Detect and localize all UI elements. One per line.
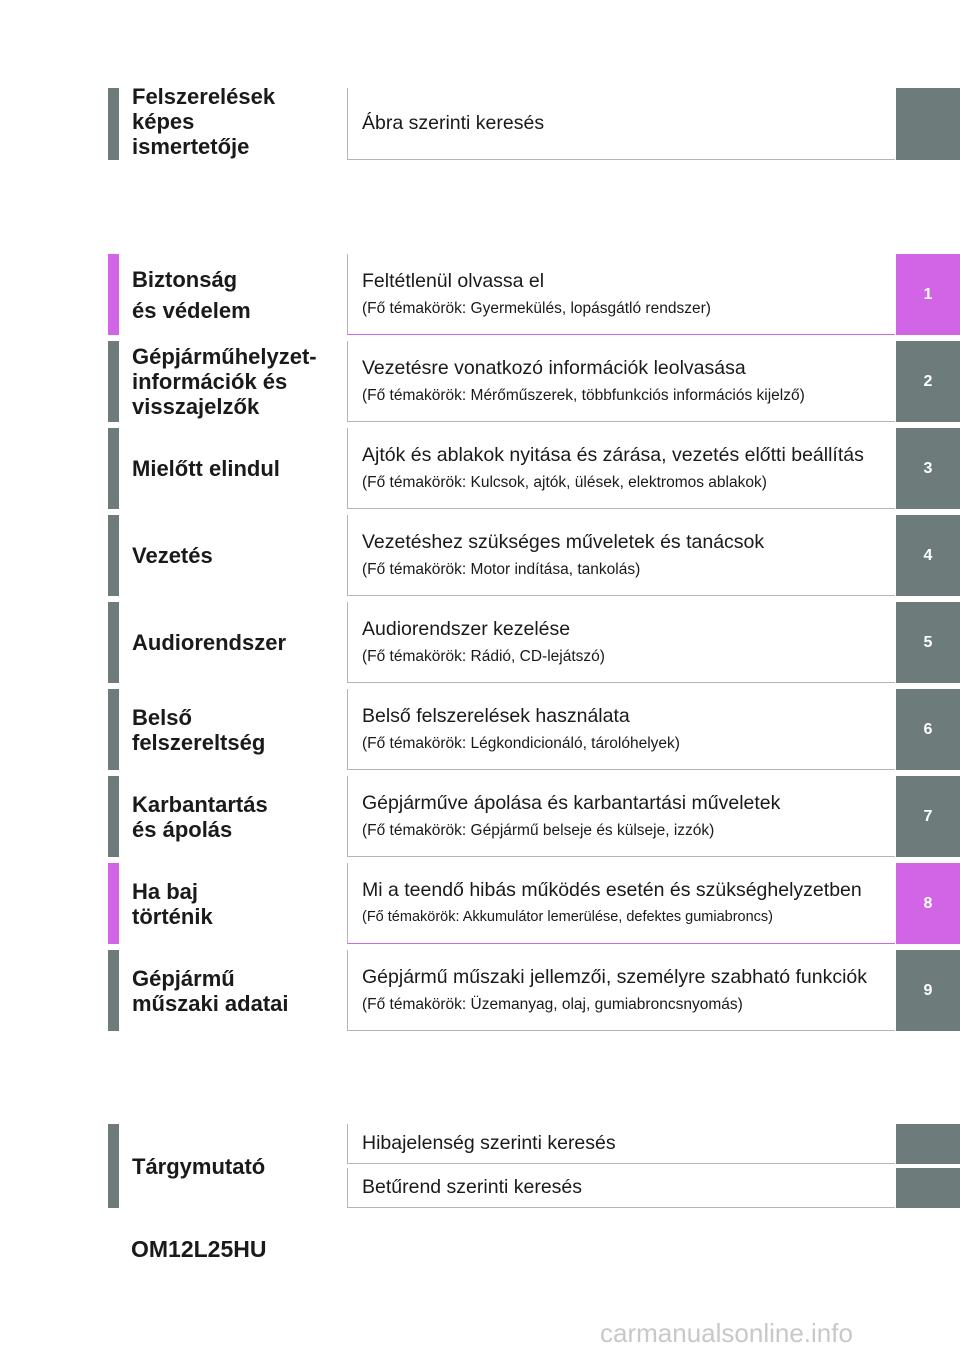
chapter-tab-2[interactable]: 2 [896,341,960,422]
chapter-label [132,863,342,944]
chapter-bar [108,776,119,857]
chapter-label-line: Belső [132,704,192,730]
chapter-label [132,428,342,509]
chapter-tab-9[interactable]: 9 [896,950,960,1031]
chapter-tab-7[interactable]: 7 [896,776,960,857]
intro-label-line: képes [132,108,195,134]
chapter-row-7[interactable] [108,776,960,857]
chapter-description-cell [347,428,895,509]
chapter-row-2[interactable] [108,341,960,422]
chapter-label-line: műszaki adatai [132,990,289,1016]
chapter-label-line: Mielőtt elindul [132,456,280,481]
chapter-bar [108,602,119,683]
chapter-label [132,515,342,596]
chapter-tab-8[interactable]: 8 [896,863,960,944]
index-item-tab[interactable] [896,1124,960,1164]
chapter-label-line: Biztonság [132,266,238,292]
chapter-row-4[interactable] [108,515,960,596]
chapter-sub-text: (Fő témakörök: Akkumulátor lemerülése, defektes gumiabroncs) [362,909,774,925]
chapter-description-cell [347,950,895,1031]
chapter-sub-text: (Fő témakörök: Gyermekülés, lopásgátló rendszer) [362,300,711,317]
chapter-label-line: Gépjármű [132,965,235,991]
index-item-label: Hibajelenség szerinti keresés [362,1132,616,1154]
index-item-label: Betűrend szerinti keresés [362,1176,583,1198]
chapter-bar [108,863,119,944]
intro-label-line: ismertetője [132,133,250,159]
chapter-label-line: Audiorendszer [132,630,287,655]
chapter-tab-1[interactable]: 1 [896,254,960,335]
intro-bar [108,88,119,160]
chapter-description-cell [347,515,895,596]
chapter-label [132,689,342,770]
chapter-bar [108,950,119,1031]
chapter-tab-3[interactable]: 3 [896,428,960,509]
chapter-bar [108,254,119,335]
chapter-row-1[interactable] [108,254,960,335]
chapter-label-line: Vezetés [132,543,213,568]
chapter-label-line: információk és [132,369,288,394]
chapter-bar [108,689,119,770]
intro-label-line: Felszerelések [132,83,276,109]
chapter-tab-5[interactable]: 5 [896,602,960,683]
intro-description-cell [347,88,895,160]
watermark: carmanualsonline.info [600,1318,853,1348]
chapter-label-line: történik [132,903,213,929]
chapter-label [132,602,342,683]
index-item-symptom-search[interactable] [347,1124,895,1164]
manual-code: OM12L25HU [131,1236,267,1262]
chapter-row-6[interactable] [108,689,960,770]
chapter-label-line: felszereltség [132,729,266,755]
chapter-main-text: Vezetésre vonatkozó információk leolvasása [362,357,746,379]
index-label: Tárgymutató [132,1153,266,1179]
chapter-sub-text: (Fő témakörök: Kulcsok, ajtók, ülések, elektromos ablakok) [362,474,767,491]
chapter-sub-text: (Fő témakörök: Motor indítása, tankolás) [362,561,641,578]
chapter-label-line: és ápolás [132,816,233,842]
chapter-sub-text: (Fő témakörök: Rádió, CD-lejátszó) [362,648,605,665]
chapter-main-text: Ajtók és ablakok nyitása és zárása, vezetés előtti beállítás [362,444,864,466]
chapter-label [132,341,342,422]
chapter-label-line: Karbantartás [132,791,268,817]
intro-row[interactable] [108,83,960,160]
chapter-bar [108,341,119,422]
index-row [108,1124,960,1208]
chapter-label-line: Ha baj [132,878,199,904]
chapter-main-text: Belső felszerelések használata [362,705,630,727]
chapter-label [132,950,342,1031]
chapter-label-line: visszajelzők [132,394,260,419]
chapter-bar [108,515,119,596]
chapter-tab-6[interactable]: 6 [896,689,960,770]
index-item-alphabetical-search[interactable] [347,1168,895,1208]
chapter-main-text: Gépjármű műszaki jellemzői, személyre szabható funkciók [362,966,868,988]
chapter-tab-4[interactable]: 4 [896,515,960,596]
chapter-description-cell [347,776,895,857]
chapter-sub-text: (Fő témakörök: Mérőműszerek, többfunkciós információs kijelző) [362,387,805,404]
index-item-tab[interactable] [896,1168,960,1208]
chapter-description-cell [347,602,895,683]
chapter-description-cell [347,341,895,422]
intro-label [132,82,342,160]
chapter-sub-text: (Fő témakörök: Üzemanyag, olaj, gumiabroncsnyomás) [362,996,743,1013]
chapter-row-8[interactable] [108,863,960,944]
chapter-sub-text: (Fő témakörök: Légkondicionáló, tárolóhelyek) [362,735,680,752]
chapter-row-9[interactable] [108,950,960,1031]
chapter-label [132,254,342,335]
chapter-label-line: Gépjárműhelyzet- [132,344,317,369]
chapter-sub-text: (Fő témakörök: Gépjármű belseje és külseje, izzók) [362,822,715,839]
chapter-description-cell [347,863,895,944]
chapter-bar [108,428,119,509]
chapter-main-text: Audiorendszer kezelése [362,618,571,640]
chapter-main-text: Mi a teendő hibás működés esetén és szükséghelyzetben [362,879,862,901]
chapter-label [132,776,342,857]
chapter-description-cell [347,254,895,335]
chapter-main-text: Feltétlenül olvassa el [362,270,545,292]
chapter-row-5[interactable] [108,602,960,683]
chapter-main-text: Gépjárműve ápolása és karbantartási műveletek [362,792,781,814]
chapter-row-3[interactable] [108,428,960,509]
chapter-label-line: és védelem [132,297,251,323]
index-bar [108,1124,119,1208]
intro-description: Ábra szerinti keresés [362,112,545,134]
chapter-description-cell [347,689,895,770]
chapter-main-text: Vezetéshez szükséges műveletek és tanácsok [362,531,765,553]
intro-tab[interactable] [896,88,960,160]
